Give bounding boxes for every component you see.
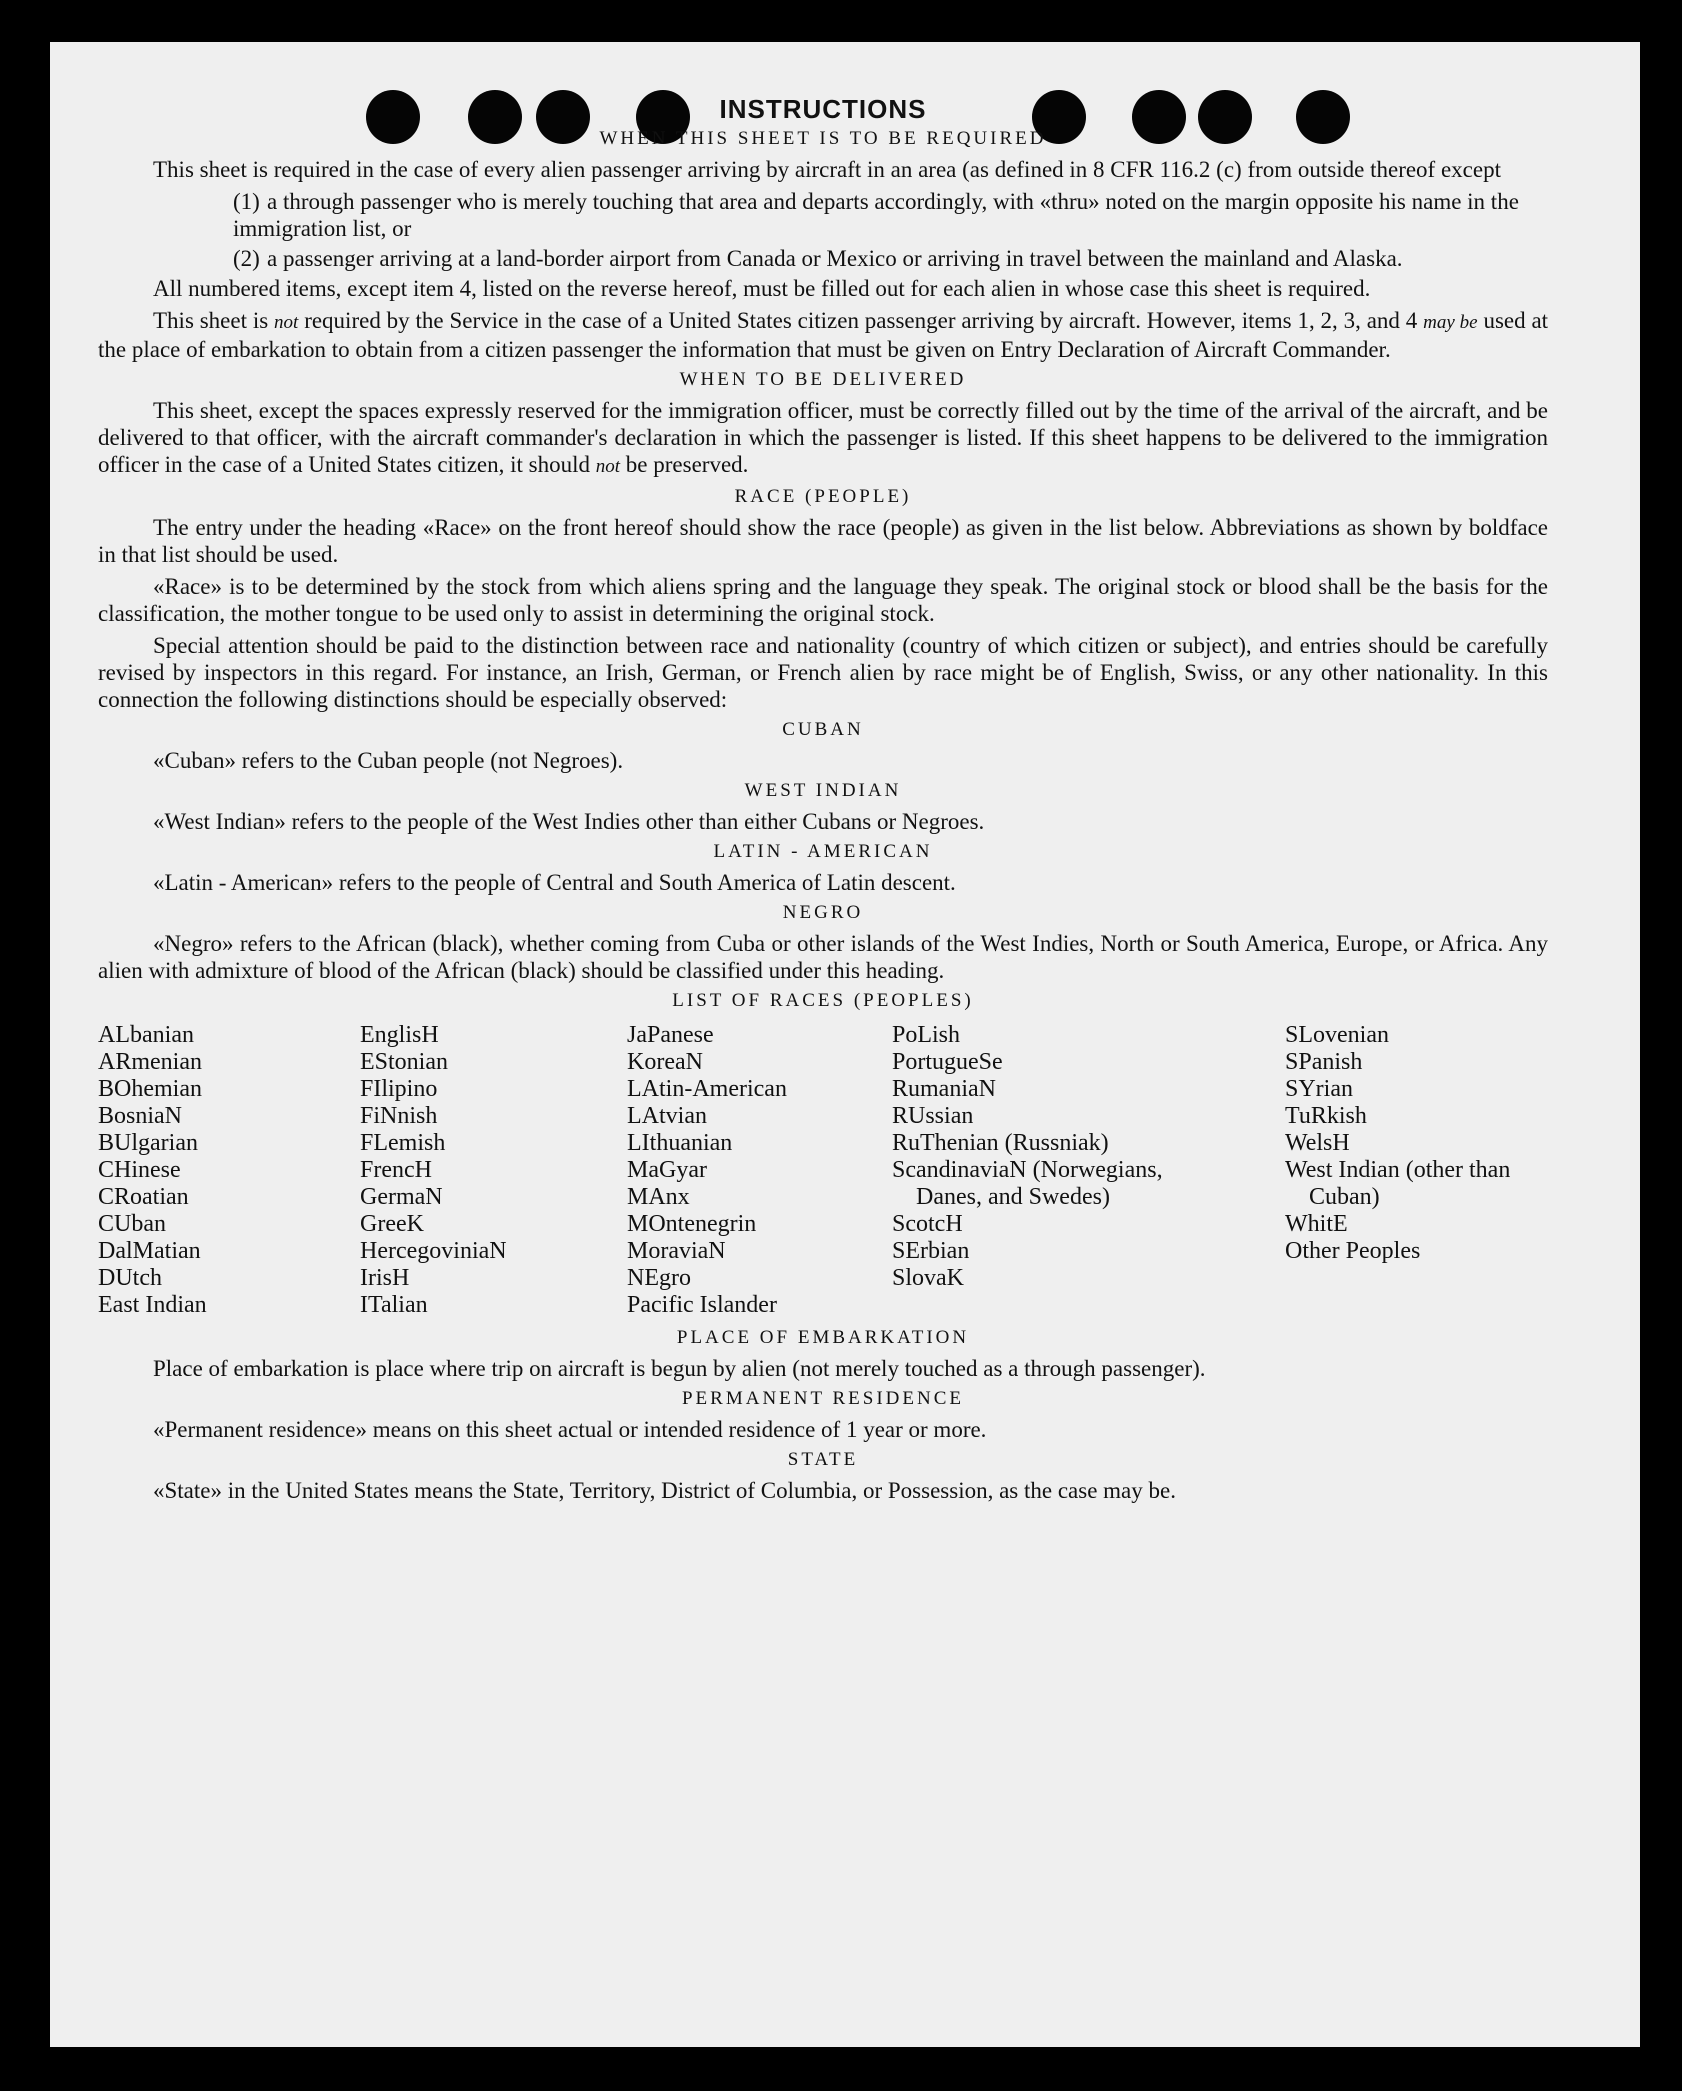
paragraph: [98, 307, 1548, 363]
race-entry: FrencH: [360, 1157, 432, 1183]
race-entry: DalMatian: [98, 1238, 201, 1264]
race-entry: BUlgarian: [98, 1130, 198, 1156]
race-entry: IrisH: [360, 1265, 410, 1291]
paragraph: Special attention should be paid to the distinction between race and nationality (country of which citizen or subject), and entries should be carefully revised by inspectors in this regard. For instance, an Irish, German, or French alien by race might be of English, Swiss, or any other nationality. In this connection the following distinctions should be especially observed:: [98, 633, 1548, 712]
text-run: be preserved.: [625, 452, 749, 477]
race-entry: Other Peoples: [1285, 1238, 1421, 1264]
race-entry: PoLish: [892, 1022, 961, 1048]
race-entry: RUssian: [892, 1103, 974, 1129]
race-entry: MOntenegrin: [627, 1211, 757, 1237]
section-heading-list-of-races: LIST OF RACES (PEOPLES): [672, 990, 974, 1011]
text-run: required by the Service in the case of a United States citizen passenger arriving by aircraft. However, items 1, 2, 3, and 4: [304, 308, 1418, 333]
race-column: [627, 1022, 892, 1319]
italic-text: not: [595, 456, 621, 477]
race-entry: ITalian: [360, 1292, 428, 1318]
race-entry: MAnx: [627, 1184, 690, 1210]
paragraph: «West Indian» refers to the people of the West Indies other than either Cubans or Negroes.: [153, 809, 985, 834]
race-list: [98, 1022, 1548, 1319]
italic-text: not: [274, 312, 299, 333]
race-entry: SPanish: [1285, 1049, 1363, 1075]
race-entry: SYrian: [1285, 1076, 1353, 1102]
section-heading-cuban: CUBAN: [782, 719, 864, 740]
paragraph: «Permanent residence» means on this sheet actual or intended residence of 1 year or more.: [153, 1417, 987, 1442]
section-heading-embarkation: PLACE OF EMBARKATION: [676, 1327, 970, 1348]
italic-text: may be: [1423, 312, 1478, 333]
paragraph: «State» in the United States means the State, Territory, District of Columbia, or Possession, as the case may be.: [153, 1478, 1176, 1503]
race-entry: CRoatian: [98, 1184, 189, 1210]
race-entry: ScotcH: [892, 1211, 963, 1237]
race-entry: HercegoviniaN: [360, 1238, 507, 1264]
paragraph: «Latin - American» refers to the people of Central and South America of Latin descent.: [153, 870, 956, 895]
race-entry: RumaniaN: [892, 1076, 996, 1102]
text-run: This sheet, except the spaces expressly reserved for the immigration officer, must be correctly filled out by the time of the arrival of the aircraft, and be delivered to that officer, with the aircraft commander's declaration in which the passenger is listed. If this sheet happens to be delivered to the immigration officer in the case of a United States citizen, it should: [98, 398, 1548, 477]
race-entry: ARmenian: [98, 1049, 202, 1075]
race-entry: WhitE: [1285, 1211, 1348, 1237]
race-entry: SlovaK: [892, 1265, 964, 1291]
race-entry: EStonian: [360, 1049, 448, 1075]
section-heading-state: STATE: [787, 1449, 859, 1470]
race-entry: BosniaN: [98, 1103, 182, 1129]
race-entry: LIthuanian: [627, 1130, 733, 1156]
race-entry: KoreaN: [627, 1049, 703, 1075]
race-entry: Pacific Islander: [627, 1292, 777, 1318]
section-heading-negro: NEGRO: [782, 902, 864, 923]
paragraph: This sheet is required in the case of every alien passenger arriving by aircraft in an area (as defined in 8 CFR 116.2 (c) from outside thereof except: [153, 157, 1501, 182]
race-entry: NEgro: [627, 1265, 691, 1291]
race-entry: WelsH: [1285, 1130, 1350, 1156]
race-column: [360, 1022, 627, 1319]
race-entry: CUban: [98, 1211, 166, 1237]
race-entry: CHinese: [98, 1157, 181, 1183]
race-entry: LAtin-American: [627, 1076, 787, 1102]
paragraph: The entry under the heading «Race» on the front hereof should show the race (people) as given in the list below. Abbreviations as shown by boldface in that list should be used.: [98, 515, 1548, 567]
race-entry: TuRkish: [1285, 1103, 1367, 1129]
race-entry: MaGyar: [627, 1157, 707, 1183]
section-heading-latin-american: LATIN - AMERICAN: [713, 841, 933, 862]
list-item: [233, 245, 1548, 272]
race-column: [98, 1022, 360, 1319]
page-title: INSTRUCTIONS: [719, 94, 927, 124]
race-entry: FiNnish: [360, 1103, 438, 1129]
race-entry: LAtvian: [627, 1103, 707, 1129]
race-entry: GermaN: [360, 1184, 443, 1210]
race-entry: PortugueSe: [892, 1049, 1003, 1075]
paragraph: «Negro» refers to the African (black), whether coming from Cuba or other islands of the West Indies, North or South America, Europe, or Africa. Any alien with admixture of blood of the African (black) should be classified under this heading.: [98, 931, 1548, 983]
race-entry: RuThenian (Russniak): [892, 1130, 1109, 1156]
race-entry: FIlipino: [360, 1076, 438, 1102]
document-content: [98, 90, 1548, 1509]
section-heading-west-indian: WEST INDIAN: [744, 780, 902, 801]
race-entry: East Indian: [98, 1292, 207, 1318]
item-number: (2): [233, 246, 260, 271]
text-run: This sheet is: [153, 308, 269, 333]
race-entry: SErbian: [892, 1238, 970, 1264]
paragraph: «Race» is to be determined by the stock from which aliens spring and the language they speak. The original stock or blood shall be the basis for the classification, the mother tongue to be used only to assist in determining the original stock.: [98, 574, 1548, 626]
section-heading-required: WHEN THIS SHEET IS TO BE REQUIRED: [599, 128, 1047, 149]
item-text: a through passenger who is merely touching that area and departs accordingly, with «thru» noted on the margin opposite his name in the immigration list, or: [233, 189, 1519, 241]
race-entry: ALbanian: [98, 1022, 194, 1048]
paragraph: All numbered items, except item 4, listed on the reverse hereof, must be filled out for each alien in whose case this sheet is required.: [153, 276, 1371, 301]
item-number: (1): [233, 189, 260, 214]
paragraph: [98, 397, 1548, 480]
section-heading-delivered: WHEN TO BE DELIVERED: [679, 369, 967, 390]
section-heading-residence: PERMANENT RESIDENCE: [681, 1388, 965, 1409]
race-entry: GreeK: [360, 1211, 424, 1237]
race-entry: BOhemian: [98, 1076, 202, 1102]
race-entry: ScandinaviaN (Norwegians, Danes, and Swedes): [892, 1157, 1163, 1210]
race-entry: SLovenian: [1285, 1022, 1389, 1048]
race-column: [1285, 1022, 1547, 1319]
race-entry: DUtch: [98, 1265, 162, 1291]
race-column: [892, 1022, 1285, 1319]
paragraph: Place of embarkation is place where trip on aircraft is begun by alien (not merely touched as a through passenger).: [153, 1356, 1206, 1381]
section-heading-race: RACE (PEOPLE): [734, 486, 912, 507]
list-item: [233, 188, 1548, 242]
paragraph: «Cuban» refers to the Cuban people (not Negroes).: [153, 748, 624, 773]
race-entry: MoraviaN: [627, 1238, 726, 1264]
race-entry: West Indian (other than Cuban): [1285, 1157, 1511, 1210]
race-entry: FLemish: [360, 1130, 446, 1156]
item-text: a passenger arriving at a land-border airport from Canada or Mexico or arriving in travel between the mainland and Alaska.: [267, 246, 1403, 271]
text-run: used at the place of embarkation to obtain from a citizen passenger the information that must be given on Entry Declaration of Aircraft Commander.: [98, 308, 1549, 362]
race-entry: EnglisH: [360, 1022, 439, 1048]
race-entry: JaPanese: [627, 1022, 714, 1048]
